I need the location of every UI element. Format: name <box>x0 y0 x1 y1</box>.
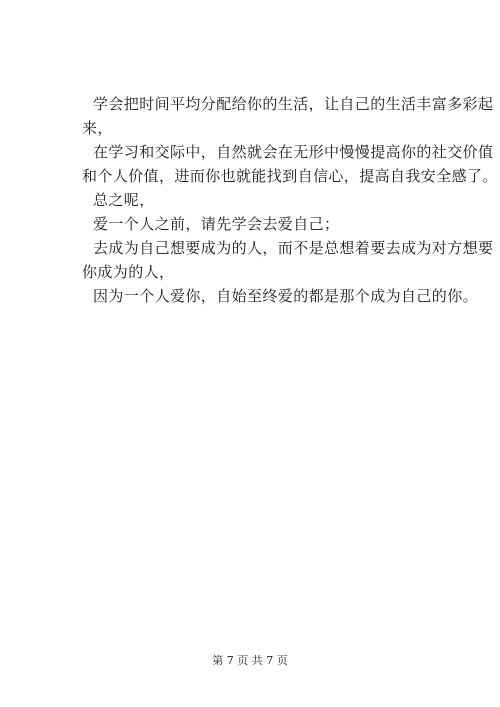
page-footer: 第 7 页 共 7 页 <box>212 654 288 667</box>
paragraph-line: 爱一个人之前，请先学会去爱自己； <box>93 215 340 233</box>
paragraph-line: 和个人价值，进而你也就能找到自信心，提高自我安全感了。 <box>82 167 498 185</box>
paragraph-line: 因为一个人爱你，自始至终爱的都是那个成为自己的你。 <box>93 287 479 305</box>
paragraph-line: 学会把时间平均分配给你的生活，让自己的生活丰富多彩起 <box>93 95 494 113</box>
paragraph-line: 你成为的人， <box>82 263 175 281</box>
paragraph-line: 来， <box>82 119 113 137</box>
paragraph-line: 去成为自己想要成为的人，而不是总想着要去成为对方想要 <box>93 239 494 257</box>
paragraph-line: 在学习和交际中，自然就会在无形中慢慢提高你的社交价值 <box>93 143 494 161</box>
paragraph-line: 总之呢， <box>93 191 155 209</box>
body-text <box>82 92 498 308</box>
